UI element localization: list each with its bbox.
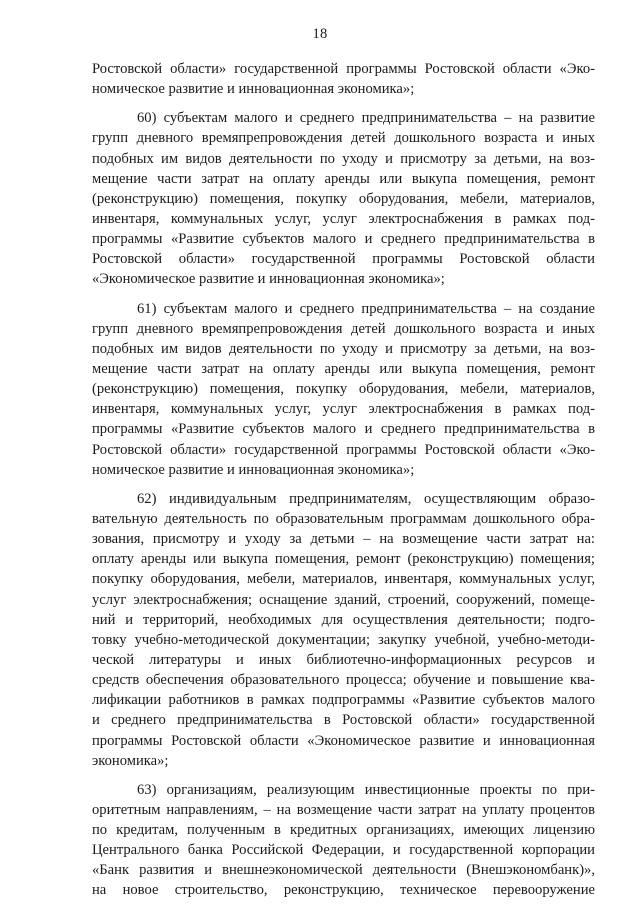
text-line: покупку оборудования, мебели, материалов, инвентаря, коммунальных услуг,	[92, 571, 595, 588]
text-line: и среднего предпринимательства в Ростовской области» государственной	[92, 712, 595, 729]
text-line: 62) индивидуальным предпринимателям, осуществляющим образо-	[137, 490, 595, 507]
paragraph-item-61	[92, 299, 595, 480]
text-line: программы «Развитие субъектов малого и среднего предпринимательства в	[92, 421, 595, 438]
text-line: оплату аренды или выкупа помещения, ремонт (реконструкцию) помещения;	[92, 551, 595, 568]
text-line: номическое развитие и инновационная экономика»;	[92, 81, 415, 98]
text-line: 63) организациям, реализующим инвестиционные проекты по при-	[137, 781, 595, 798]
text-line: Центрального банка Российской Федерации, и государственной корпорации	[92, 842, 595, 859]
text-line: Ростовской области» государственной программы Ростовской области	[92, 251, 595, 268]
text-line: на новое строительство, реконструкцию, техническое перевооружение	[92, 882, 595, 899]
text-line: зования, присмотру и уходу за детьми – на возмещение части затрат на:	[92, 531, 595, 548]
text-line: ческой литературы и иных библиотечно-информационных ресурсов и	[92, 651, 595, 668]
paragraph-item-60	[92, 108, 595, 289]
text-line: подобных им видов деятельности по уходу и присмотру за детьми, на воз-	[92, 340, 595, 357]
text-line: инвентаря, коммунальных услуг, услуг электроснабжения в рамках под-	[92, 401, 595, 418]
text-line: товку учебно-методической документации; закупку учебной, учебно-методи-	[92, 631, 595, 648]
text-line: подобных им видов деятельности по уходу и присмотру за детьми, на воз-	[92, 150, 595, 167]
text-line: групп дневного времяпрепровождения детей дошкольного возраста и иных	[92, 320, 595, 337]
text-line: услуг электроснабжения; оснащение зданий, строений, сооружений, помеще-	[92, 591, 595, 608]
paragraph-continuation	[92, 59, 595, 99]
text-line: инвентаря, коммунальных услуг, услуг электроснабжения в рамках под-	[92, 210, 595, 227]
text-line: 60) субъектам малого и среднего предпринимательства – на развитие	[137, 110, 595, 127]
paragraph-item-63	[92, 780, 595, 901]
text-line: вательную деятельность по образовательным программам дошкольного обра-	[92, 510, 595, 527]
text-line: Ростовской области» государственной программы Ростовской области «Эко-	[92, 61, 595, 77]
text-line: групп дневного времяпрепровождения детей дошкольного возраста и иных	[92, 130, 595, 147]
text-line: лификации работников в рамках подпрограммы «Развитие субъектов малого	[92, 692, 595, 709]
text-line: по кредитам, полученным в кредитных организациях, имеющих лицензию	[92, 822, 595, 839]
text-line: экономика»;	[92, 752, 169, 769]
text-line: мещение части затрат на оплату аренды или выкупа помещения, ремонт	[92, 170, 595, 187]
text-line: «Экономическое развитие и инновационная экономика»;	[92, 271, 445, 288]
text-line: 61) субъектам малого и среднего предпринимательства – на создание	[137, 300, 595, 317]
text-line: средств обеспечения образовательного процесса; обучение и повышение ква-	[92, 672, 595, 689]
text-line: (реконструкцию) помещения, покупку оборудования, мебели, материалов,	[92, 381, 595, 398]
page-number: 18	[312, 26, 328, 42]
text-line: (реконструкцию) помещения, покупку оборудования, мебели, материалов,	[92, 190, 595, 207]
text-line: «Банк развития и внешнеэкономической деятельности (Внешэкономбанк)»,	[92, 862, 595, 879]
text-line: оритетным направлениям, – на возмещение части затрат на уплату процентов	[92, 801, 595, 818]
text-line: ний и территорий, необходимых для осуществления деятельности; подго-	[92, 611, 595, 628]
text-line: мещение части затрат на оплату аренды или выкупа помещения, ремонт	[92, 360, 595, 377]
paragraph-item-62	[92, 489, 595, 771]
text-line: программы «Развитие субъектов малого и среднего предпринимательства в	[92, 231, 595, 248]
text-line: программы Ростовской области «Экономическое развитие и инновационная	[92, 732, 595, 749]
document-body	[92, 59, 595, 901]
text-line: номическое развитие и инновационная экономика»;	[92, 461, 415, 478]
text-line: Ростовской области» государственной программы Ростовской области «Эко-	[92, 441, 595, 458]
